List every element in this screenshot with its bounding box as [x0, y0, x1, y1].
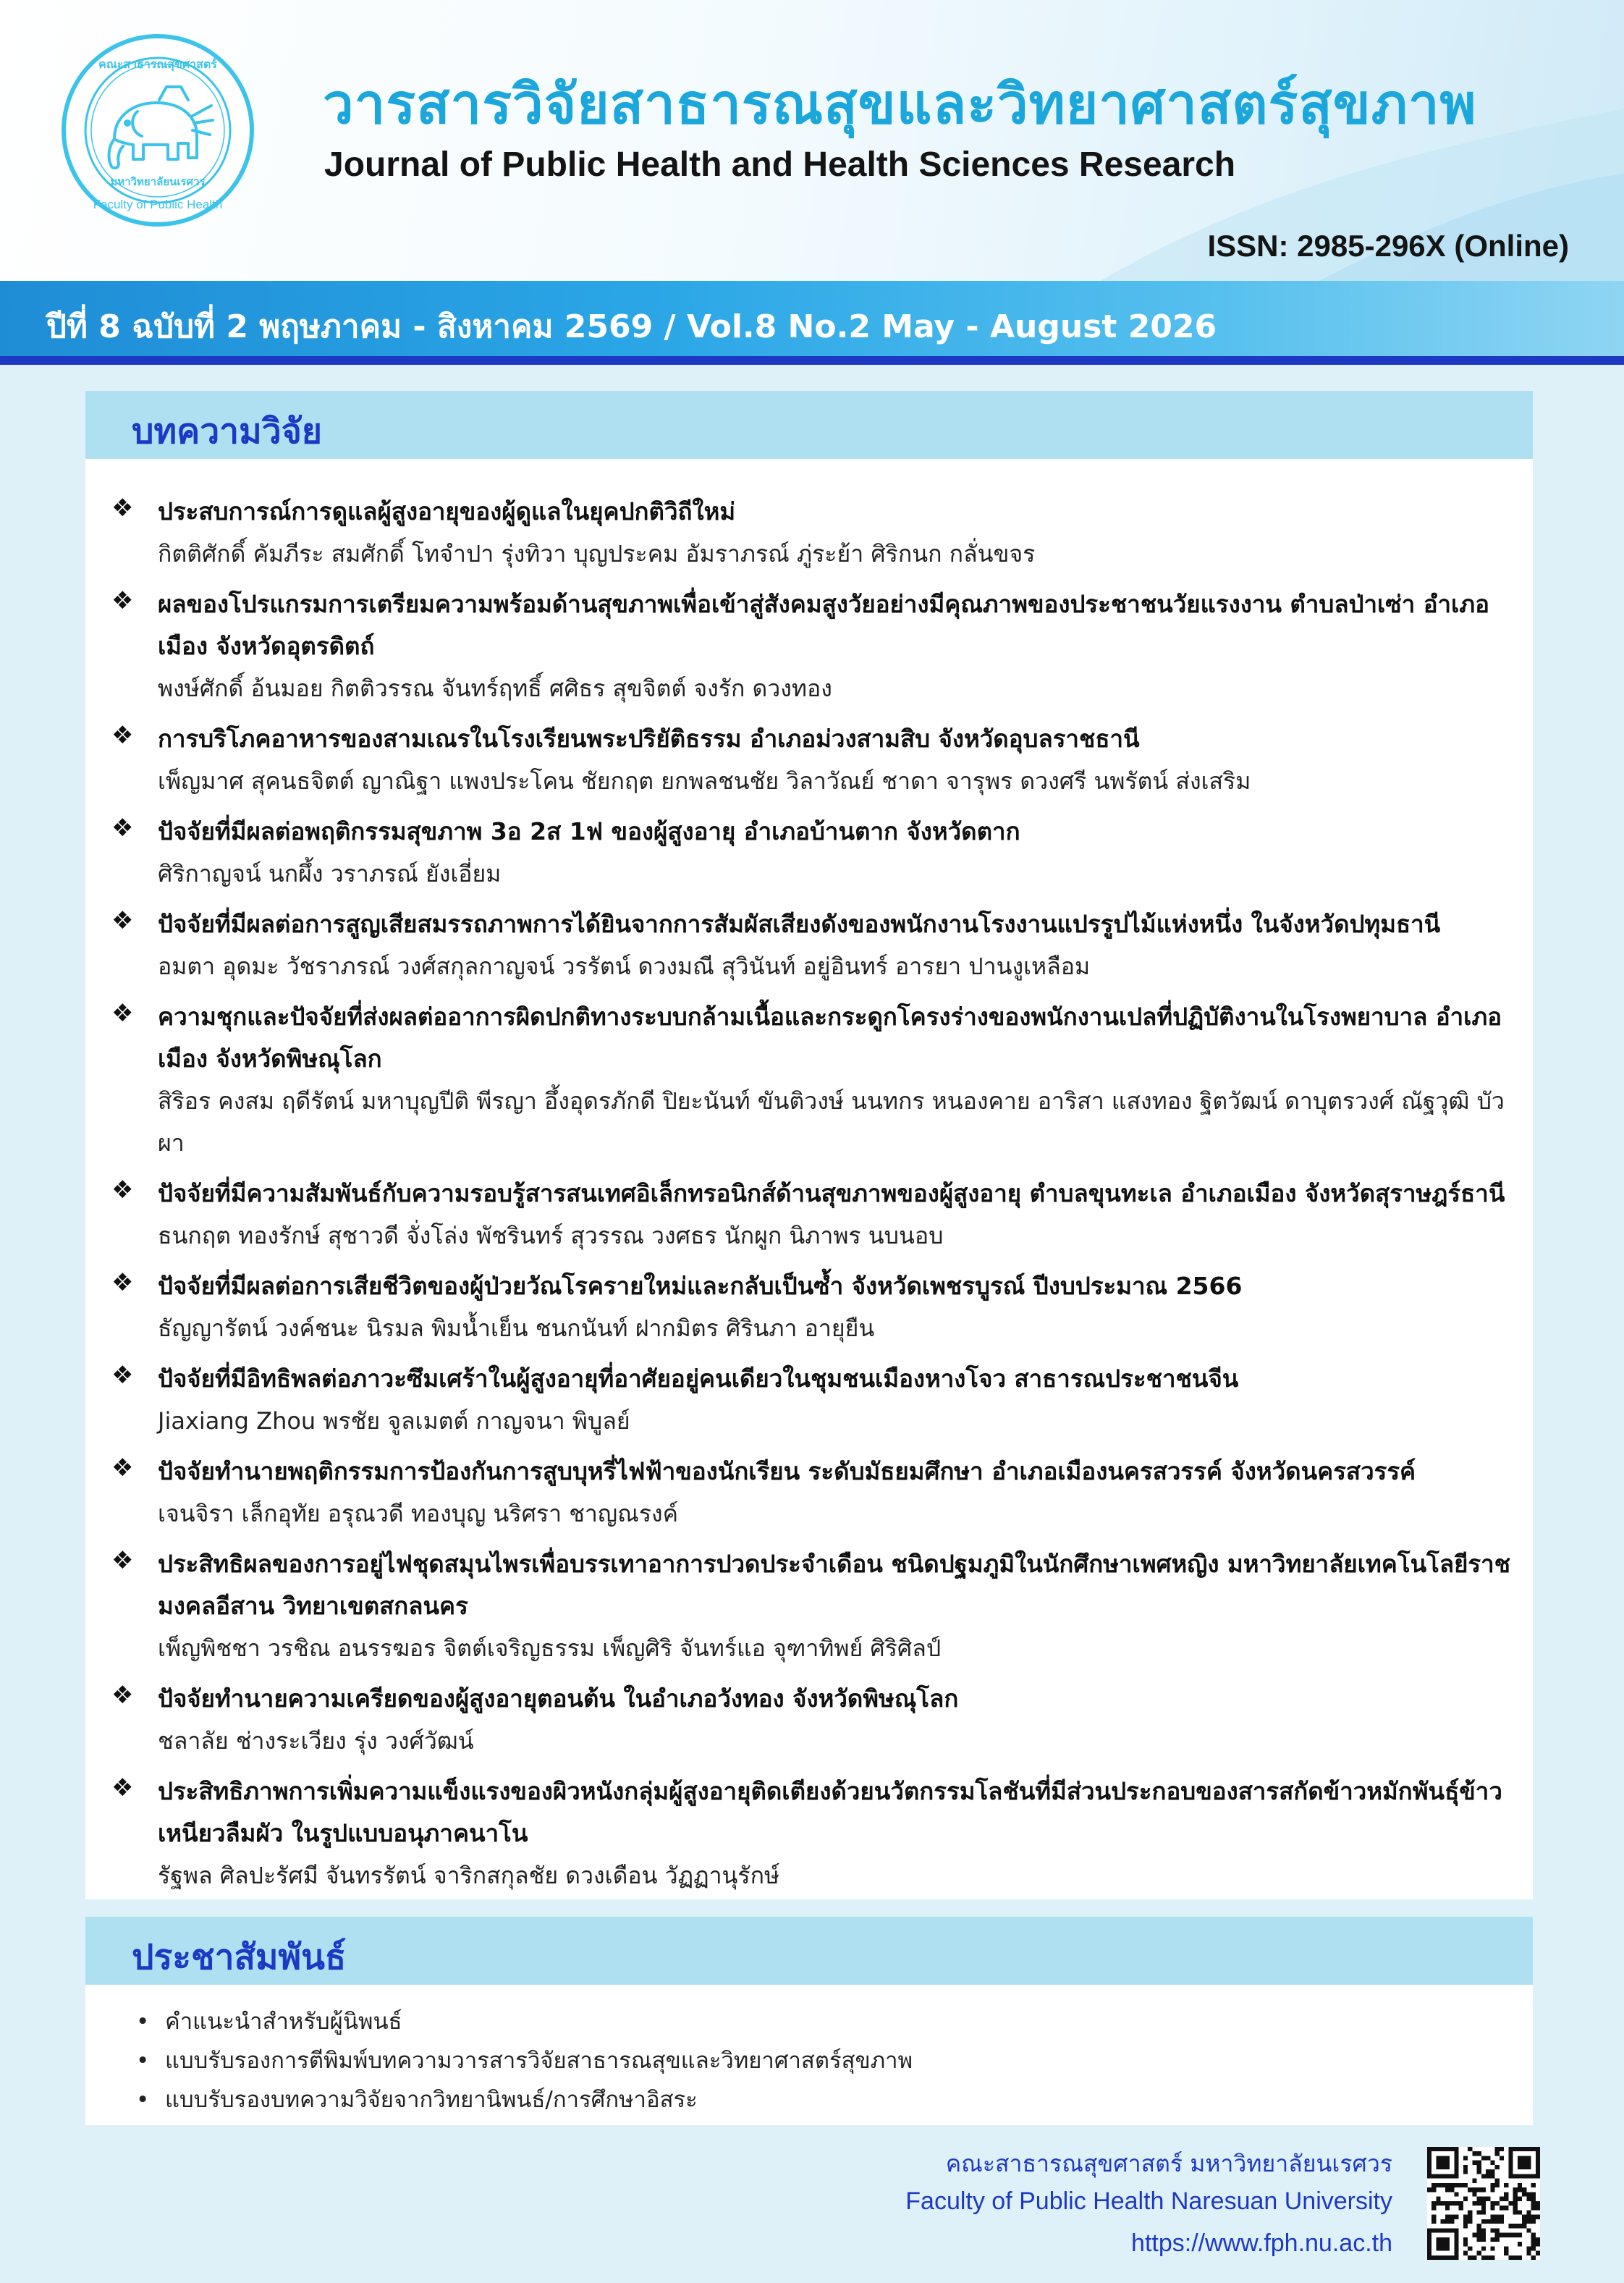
article-item[interactable] — [111, 491, 1515, 575]
article-title[interactable]: ประสบการณ์การดูแลผู้สูงอายุของผู้ดูแลในยุคปกติวิถีใหม่ — [158, 497, 736, 526]
article-title[interactable]: ปัจจัยที่มีผลต่อการเสียชีวิตของผู้ป่วยวัณโรครายใหม่และกลับเป็นซ้ำ จังหวัดเพชรบูรณ์ ปีงบประมาณ 2566 — [158, 1272, 1243, 1300]
article-item[interactable] — [111, 1771, 1515, 1896]
article-item[interactable] — [111, 1173, 1515, 1257]
article-authors: Jiaxiang Zhou พรชัย จูลเมตต์ กาญจนา พิบูลย์ — [158, 1407, 630, 1435]
faculty-logo — [58, 30, 258, 230]
article-title[interactable]: การบริโภคอาหารของสามเณรในโรงเรียนพระปริยัติธรรม อำเภอม่วงสามสิบ จังหวัดอุบลราชธานี — [158, 725, 1140, 753]
article-authors: สิริอร คงสม ฤดีรัตน์ มหาบุญปีติ พีรญา อึ้งอุดรภักดี ปิยะนันท์ ขันติวงษ์ นนทกร หนองคาย อาริสา แสงทอง ฐิตวัฒน์ ดาบุตรวงศ์ ณัฐวุฒิ บัวผา — [158, 1087, 1505, 1157]
article-authors: ศิริกาญจน์ นกผึ้ง วราภรณ์ ยังเอี่ยม — [158, 860, 502, 887]
svg-text:คณะสาธารณสุขศาสตร์: คณะสาธารณสุขศาสตร์ — [98, 57, 217, 71]
article-title[interactable]: ความชุกและปัจจัยที่ส่งผลต่ออาการผิดปกติทางระบบกล้ามเนื้อและกระดูกโครงร่างของพนักงานเปลที่ปฏิบัติงานในโรงพยาบาล อำเภอเมือง จังหวัดพิษณุโลก — [158, 1003, 1502, 1073]
diamond-bullet-icon: ❖ — [111, 814, 134, 843]
article-authors: อมตา อุดมะ วัชราภรณ์ วงศ์สกุลกาญจน์ วรรัตน์ ดวงมณี สุวินันท์ อยู่อินทร์ อารยา ปานงูเหลือม — [158, 953, 1091, 980]
footer-faculty-english: Faculty of Public Health Naresuan University — [905, 2187, 1392, 2215]
volume-banner-underline — [0, 356, 1624, 365]
article-item[interactable] — [111, 1265, 1515, 1349]
public-relations-item[interactable] — [136, 2002, 913, 2041]
journal-title-thai: วารสารวิจัยสาธารณสุขและวิทยาศาสตร์สุขภาพ — [323, 72, 1477, 136]
diamond-bullet-icon: ❖ — [111, 1361, 134, 1390]
bullet-dot-icon: • — [136, 2087, 150, 2113]
article-authors: เพ็ญมาศ สุคนธจิตต์ ญาณิฐา แพงประโคน ชัยกฤต ยกพลชนชัย วิลาวัณย์ ชาดา จารุพร ดวงศรี นพรัตน์ ส่งเสริม — [158, 767, 1251, 795]
article-item[interactable] — [111, 583, 1515, 709]
diamond-bullet-icon: ❖ — [111, 1268, 134, 1297]
research-articles-panel — [85, 391, 1533, 1899]
journal-title-english: Journal of Public Health and Health Sciences Research — [324, 145, 1236, 184]
article-authors: กิตติศักดิ์ คัมภีระ สมศักดิ์ โทจำปา รุ่งทิวา บุญประคม อัมราภรณ์ ภู่ระย้า ศิริกนก กลั่นขจร — [158, 540, 1036, 567]
article-title[interactable]: ปัจจัยทำนายพฤติกรรมการป้องกันการสูบบุหรี่ไฟฟ้าของนักเรียน ระดับมัธยมศึกษา อำเภอเมืองนครสวรรค์ จังหวัดนครสวรรค์ — [158, 1457, 1416, 1485]
article-title[interactable]: ประสิทธิภาพการเพิ่มความแข็งแรงของผิวหนังกลุ่มผู้สูงอายุติดเตียงด้วยนวัตกรรมโลชันที่มีส่วนประกอบของสารสกัดข้าวหมักพันธุ์ข้าวเหนียวลืมผัว ในรูปแบบอนุภาคนาโน — [158, 1777, 1502, 1847]
article-title[interactable]: ปัจจัยทำนายความเครียดของผู้สูงอายุตอนต้น ในอำเภอวังทอง จังหวัดพิษณุโลก — [158, 1684, 959, 1713]
article-authors: พงษ์ศักดิ์ อ้นมอย กิตติวรรณ จันทร์ฤทธิ์ ศศิธร สุขจิตต์ จงรัก ดวงทอง — [158, 675, 832, 702]
article-item[interactable] — [111, 903, 1515, 987]
volume-issue-text: ปีที่ 8 ฉบับที่ 2 พฤษภาคม - สิงหาคม 2569 / Vol.8 No.2 May - August 2026 — [46, 308, 1217, 345]
article-authors: รัฐพล ศิลปะรัศมี จันทรรัตน์ จาริกสกุลชัย ดวงเดือน วัฏฏานุรักษ์ — [158, 1862, 780, 1889]
public-relations-list — [136, 2002, 913, 2119]
diamond-bullet-icon: ❖ — [111, 494, 134, 523]
article-item[interactable] — [111, 996, 1515, 1164]
qr-code-icon[interactable] — [1427, 2147, 1540, 2260]
article-title[interactable]: ปัจจัยที่มีผลต่อพฤติกรรมสุขภาพ 3อ 2ส 1ฟ ของผู้สูงอายุ อำเภอบ้านตาก จังหวัดตาก — [158, 817, 1020, 845]
article-item[interactable] — [111, 1543, 1515, 1669]
article-item[interactable] — [111, 811, 1515, 895]
diamond-bullet-icon: ❖ — [111, 721, 134, 750]
diamond-bullet-icon: ❖ — [111, 1453, 134, 1482]
article-title[interactable]: ผลของโปรแกรมการเตรียมความพร้อมด้านสุขภาพเพื่อเข้าสู่สังคมสูงวัยอย่างมีคุณภาพของประชาชนวัยแรงงาน ตำบลป่าเซ่า อำเภอเมือง จังหวัดอุตรดิตถ์ — [158, 590, 1489, 660]
article-list — [111, 491, 1515, 1905]
article-title[interactable]: ปัจจัยที่มีความสัมพันธ์กับความรอบรู้สารสนเทศอิเล็กทรอนิกส์ด้านสุขภาพของผู้สูงอายุ ตำบลขุนทะเล อำเภอเมือง จังหวัดสุราษฎร์ธานี — [158, 1179, 1505, 1207]
article-authors: ธนกฤต ทองรักษ์ สุชาวดี จั่งโล่ง พัชรินทร์ สุวรรณ วงศธร นักผูก นิภาพร นบนอบ — [158, 1222, 944, 1249]
diamond-bullet-icon: ❖ — [111, 1681, 134, 1710]
diamond-bullet-icon: ❖ — [111, 1546, 134, 1575]
issn-label: ISSN: 2985-296X (Online) — [1207, 229, 1569, 263]
public-relations-header — [85, 1917, 1533, 1985]
diamond-bullet-icon: ❖ — [111, 586, 134, 615]
public-relations-heading: ประชาสัมพันธ์ — [132, 1937, 347, 1978]
public-relations-panel — [85, 1917, 1533, 2125]
article-authors: เจนจิรา เล็กอุทัย อรุณวดี ทองบุญ นริศรา ชาญณรงค์ — [158, 1500, 679, 1527]
public-relations-item-label: แบบรับรองบทความวิจัยจากวิทยานิพนธ์/การศึกษาอิสระ — [165, 2087, 698, 2113]
article-item[interactable] — [111, 1678, 1515, 1762]
diamond-bullet-icon: ❖ — [111, 1176, 134, 1204]
svg-text:Faculty of Public Health: Faculty of Public Health — [93, 198, 223, 211]
article-item[interactable] — [111, 718, 1515, 802]
bullet-dot-icon: • — [136, 2009, 150, 2035]
diamond-bullet-icon: ❖ — [111, 906, 134, 935]
article-title[interactable]: ประสิทธิผลของการอยู่ไฟชุดสมุนไพรเพื่อบรรเทาอาการปวดประจำเดือน ชนิดปฐมภูมิในนักศึกษาเพศหญิง มหาวิทยาลัยเทคโนโลยีราชมงคลอีสาน วิทยาเขตสกลนคร — [158, 1550, 1511, 1620]
public-relations-item[interactable] — [136, 2080, 913, 2119]
article-authors: เพ็ญพิชชา วรชิณ อนรรฆอร จิตต์เจริญธรรม เพ็ญศิริ จันทร์แอ จุฑาทิพย์ ศิริศิลป์ — [158, 1634, 942, 1662]
public-relations-item-label: แบบรับรองการตีพิมพ์บทความวารสารวิจัยสาธารณสุขและวิทยาศาสตร์สุขภาพ — [165, 2048, 913, 2074]
public-relations-item-label: คำแนะนำสำหรับผู้นิพนธ์ — [165, 2009, 402, 2035]
article-item[interactable] — [111, 1451, 1515, 1535]
research-articles-header — [85, 391, 1533, 459]
public-relations-item[interactable] — [136, 2041, 913, 2080]
article-title[interactable]: ปัจจัยที่มีผลต่อการสูญเสียสมรรถภาพการได้ยินจากการสัมผัสเสียงดังของพนักงานโรงงานแปรรูปไม้แห่งหนึ่ง ในจังหวัดปทุมธานี — [158, 910, 1441, 938]
bullet-dot-icon: • — [136, 2048, 150, 2074]
research-articles-heading: บทความวิจัย — [132, 411, 322, 452]
article-authors: ธัญญารัตน์ วงค์ชนะ นิรมล พิมน้ำเย็น ชนกนันท์ ฝากมิตร ศิรินภา อายุยืน — [158, 1314, 875, 1342]
footer-faculty-thai: คณะสาธารณสุขศาสตร์ มหาวิทยาลัยนเรศวร — [945, 2150, 1392, 2177]
article-item[interactable] — [111, 1358, 1515, 1442]
diamond-bullet-icon: ❖ — [111, 999, 134, 1028]
article-authors: ชลาลัย ช่างระเวียง รุ่ง วงศ์วัฒน์ — [158, 1727, 474, 1755]
svg-text:มหาวิทยาลัยนเรศวร: มหาวิทยาลัยนเรศวร — [110, 175, 206, 188]
article-title[interactable]: ปัจจัยที่มีอิทธิพลต่อภาวะซึมเศร้าในผู้สูงอายุที่อาศัยอยู่คนเดียวในชุมชนเมืองหางโจว สาธารณประชาชนจีน — [158, 1364, 1239, 1393]
diamond-bullet-icon: ❖ — [111, 1773, 134, 1802]
footer-website-link[interactable]: https://www.fph.nu.ac.th — [1131, 2229, 1392, 2257]
